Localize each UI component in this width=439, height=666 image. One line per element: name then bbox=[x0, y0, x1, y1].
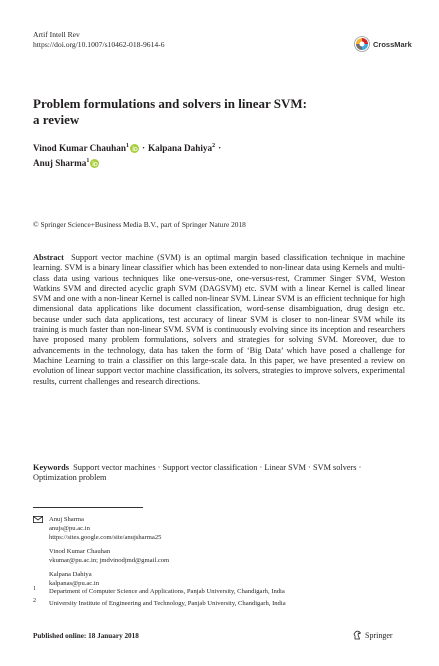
title-line: a review bbox=[33, 112, 80, 127]
affiliation-number: 1 bbox=[33, 586, 36, 592]
contact-entry bbox=[33, 570, 169, 588]
abstract bbox=[33, 253, 405, 387]
author-entry bbox=[33, 158, 99, 168]
abstract-text: Support vector machine (SVM) is an optimal margin based classification technique in machine learning. SVM is a binary linear classifier which has been extended to non-linear data using Kernels and multi-class data using various techniques like one-versus-one, one-versus-rest, Crammer Singer SVM, Weston Watkins SVM and directed acyclic graph SVM (DAGSVM) etc. SVM with a linear Kernel is called linear SVM and one with a non-linear Kernel is called non-linear SVM. Linear SVM is an efficient technique for high dimensional data applications like document classification, word-sense disambiguation, drug design etc. because under such data applications, test accuracy of linear SVM is closer to non-linear SVM while its training is much faster than non-linear SVM. SVM is continuously evolving since its inception and researchers have proposed many problem formulations, solvers and strategies for solving SVM. Moreover, due to advancements in the technology, data has taken the form of ‘Big Data’ which have posed a challenge for Machine Learning to train a classifier on this large-scale data. In this paper, we have presented a review on evolution of linear support vector machine classification, its solvers, strategies to improve solvers, experimental results, current challenges and research directions. bbox=[33, 253, 405, 386]
author-name[interactable]: Kalpana Dahiya bbox=[148, 143, 213, 153]
author-separator: · bbox=[218, 143, 222, 153]
affiliation-entry bbox=[33, 587, 413, 596]
contact-email[interactable]: kalpanas@pu.ac.in bbox=[49, 580, 100, 587]
contact-email[interactable]: vkumar@pu.ac.in; jmdvinodjmd@gmail.com bbox=[49, 557, 170, 564]
affiliation-number: 2 bbox=[33, 598, 36, 604]
author-entry bbox=[148, 143, 215, 153]
contact-website[interactable]: https://sites.google.com/site/anujsharma25 bbox=[49, 534, 162, 541]
contact-name: Vinod Kumar Chauhan bbox=[49, 548, 111, 555]
copyright-notice: © Springer Science+Business Media B.V., part of Springer Nature 2018 bbox=[33, 220, 246, 229]
article-title bbox=[33, 96, 413, 128]
keywords-heading: Keywords bbox=[33, 463, 69, 472]
footnote-divider bbox=[33, 507, 143, 508]
journal-header bbox=[33, 30, 165, 50]
author-list bbox=[33, 140, 413, 169]
orcid-icon[interactable] bbox=[130, 144, 139, 153]
doi-link[interactable]: https://doi.org/10.1007/s10462-018-9614-6 bbox=[33, 40, 165, 49]
crossmark-icon bbox=[354, 36, 370, 52]
author-entry bbox=[33, 143, 139, 153]
abstract-heading: Abstract bbox=[33, 253, 64, 262]
author-name[interactable]: Vinod Kumar Chauhan bbox=[33, 143, 126, 153]
author-name[interactable]: Anuj Sharma bbox=[33, 157, 87, 168]
keywords-text: Support vector machines · Support vector classification · Linear SVM · SVM solvers · Optimization problem bbox=[33, 463, 362, 483]
published-date: Published online: 18 January 2018 bbox=[33, 632, 139, 640]
keywords bbox=[33, 463, 405, 484]
affiliations bbox=[33, 587, 413, 611]
author-affiliation-mark: 1 bbox=[125, 143, 129, 149]
orcid-icon[interactable] bbox=[90, 159, 99, 168]
contact-entry bbox=[33, 547, 169, 565]
contact-email[interactable]: anujs@pu.ac.in bbox=[49, 525, 90, 532]
crossmark-badge[interactable] bbox=[354, 36, 412, 52]
affiliation-text: University Institute of Engineering and Technology, Panjab University, Chandigarh, India bbox=[49, 600, 286, 607]
contact-name: Kalpana Dahiya bbox=[49, 571, 92, 578]
journal-name: Artif Intell Rev bbox=[33, 30, 80, 39]
contact-name: Anuj Sharma bbox=[49, 516, 84, 523]
contact-entry bbox=[33, 515, 169, 542]
corresponding-contacts bbox=[33, 515, 169, 593]
author-affiliation-mark: 2 bbox=[212, 143, 216, 149]
publisher-logo bbox=[353, 630, 393, 640]
author-affiliation-mark: 1 bbox=[86, 157, 90, 164]
title-line: Problem formulations and solvers in linear SVM: bbox=[33, 96, 307, 111]
author-separator: · bbox=[141, 143, 146, 153]
affiliation-text: Department of Computer Science and Applications, Panjab University, Chandigarh, India bbox=[49, 588, 285, 595]
envelope-icon bbox=[33, 516, 43, 523]
affiliation-entry bbox=[33, 599, 413, 608]
springer-horse-icon bbox=[353, 630, 362, 640]
crossmark-label: CrossMark bbox=[373, 39, 412, 49]
publisher-name: Springer bbox=[365, 630, 393, 640]
